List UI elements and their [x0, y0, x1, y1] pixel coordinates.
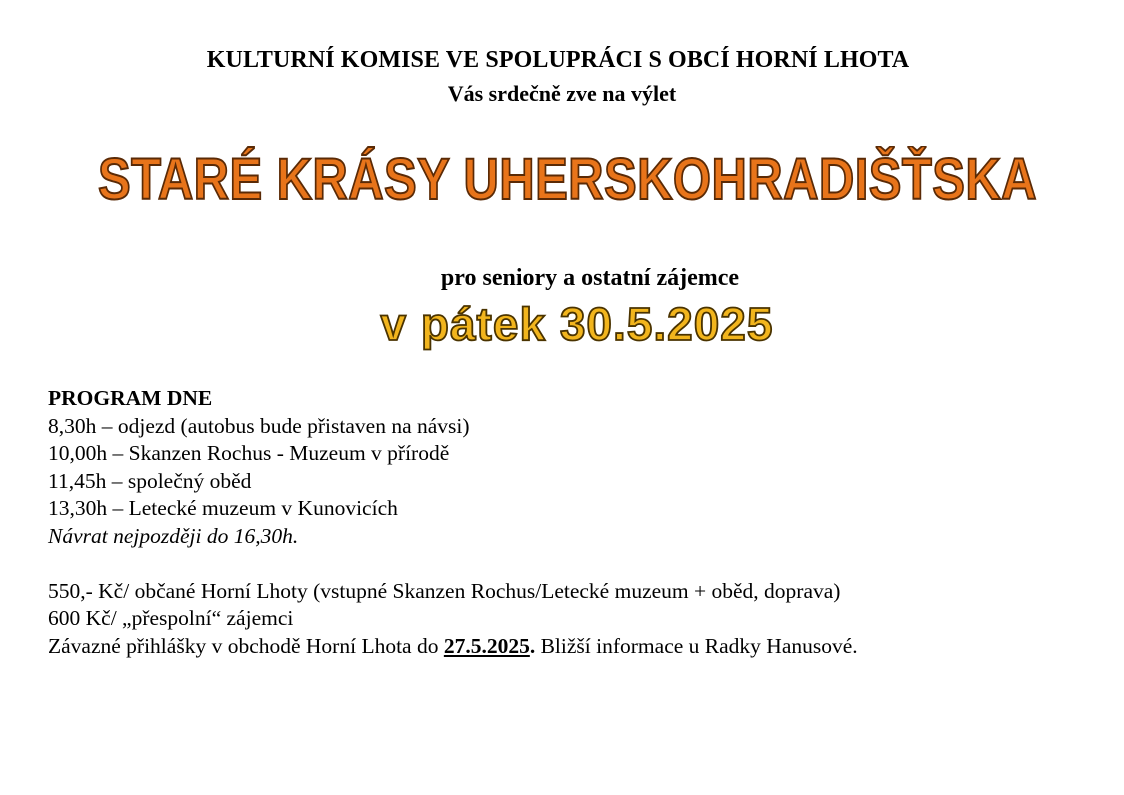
registration-deadline: 27.5.2025	[443, 633, 530, 658]
invitation-line: Vás srdečně zve na výlet	[447, 81, 677, 106]
program-item: 11,45h – společný oběd	[48, 468, 252, 493]
program-item: 8,30h – odjezd (autobus bude přistaven na návsi)	[48, 413, 470, 438]
registration-suffix: Bližší informace u Radky Hanusové.	[535, 633, 858, 658]
trip-date: v pátek 30.5.2025	[380, 298, 774, 350]
price-residents: 550,- Kč/ občané Horní Lhoty (vstupné Skanzen Rochus/Letecké muzeum + oběd, doprava)	[48, 578, 841, 603]
registration-prefix: Závazné přihlášky v obchodě Horní Lhota do	[48, 633, 444, 658]
program-item: 10,00h – Skanzen Rochus - Muzeum v přírodě	[48, 441, 450, 465]
registration-info	[48, 633, 858, 661]
registration-suffix-period: .	[529, 633, 536, 658]
paragraph-spacer	[48, 550, 858, 578]
price-others: 600 Kč/ „přespolní“ zájemci	[48, 606, 294, 630]
trip-title: STARÉ KRÁSY UHERSKOHRADIŠŤSKA	[97, 147, 1037, 212]
program-item: 13,30h – Letecké muzeum v Kunovicích	[48, 496, 398, 520]
program-heading: PROGRAM DNE	[48, 386, 213, 410]
audience-line: pro seniory a ostatní zájemce	[440, 265, 740, 291]
return-note: Návrat nejpozději do 16,30h.	[48, 523, 299, 548]
program-section	[48, 385, 858, 660]
organizer-heading: KULTURNÍ KOMISE VE SPOLUPRÁCI S OBCÍ HORNÍ LHOTA	[206, 47, 910, 73]
